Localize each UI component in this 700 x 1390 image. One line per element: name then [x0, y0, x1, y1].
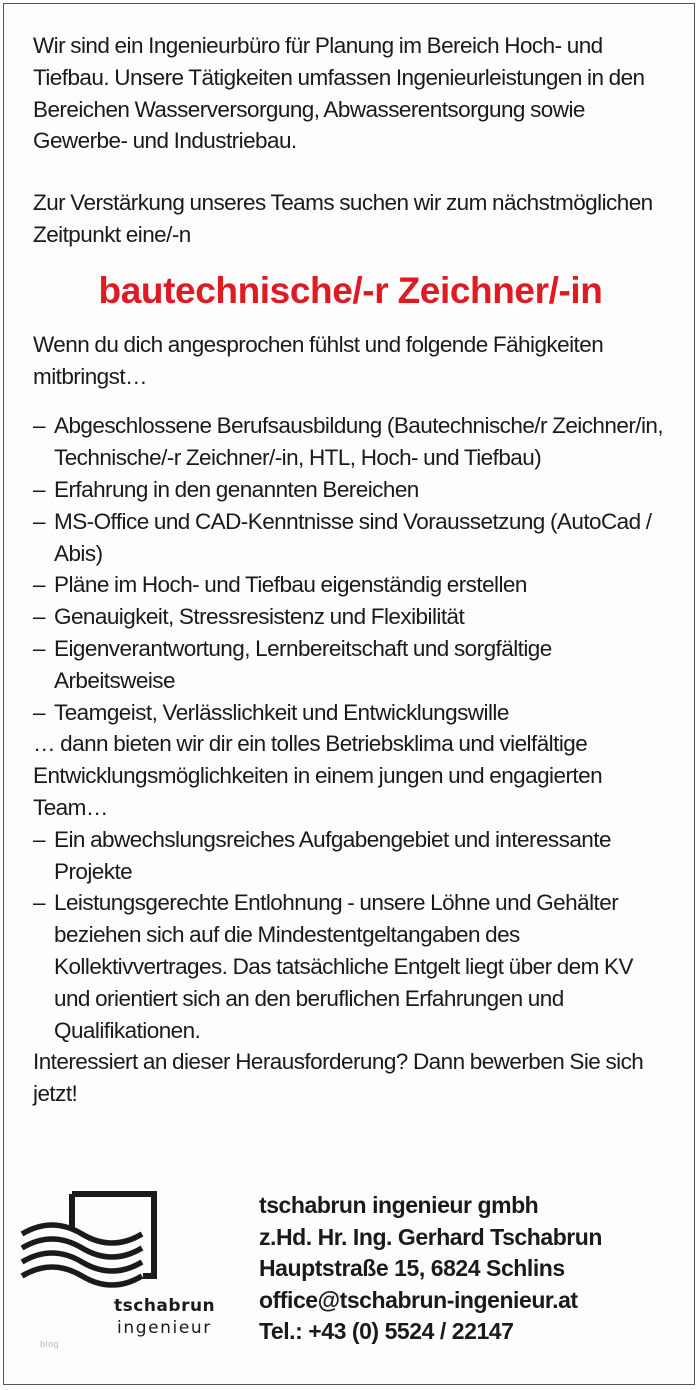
requirement-item: [33, 410, 668, 474]
offer-item: [33, 887, 668, 1046]
requirement-item: [33, 633, 668, 697]
dash-bullet: –: [33, 699, 45, 725]
logo-name: tschabrun: [114, 1296, 216, 1316]
requirements-intro: Wenn du dich angesprochen fühlst und folgende Fähigkeiten mitbringst…: [33, 331, 604, 389]
job-title: bautechnische/-r Zeichner/-in: [98, 269, 603, 311]
contact-email[interactable]: office@tschabrun-ingenieur.at: [259, 1286, 578, 1313]
company-intro: Wir sind ein Ingenieurbüro für Planung im Bereich Hoch- und Tiefbau. Unsere Tätigkeiten umfassen Ingenieurleistungen in den Bereichen Wasserversorgung, Abwasserentsorgung sowie Gewerbe- und Industriebau.: [33, 33, 645, 154]
requirement-text: Teamgeist, Verlässlichkeit und Entwicklungswille: [54, 699, 509, 725]
watermark: blog: [40, 1339, 60, 1349]
requirement-text: Pläne im Hoch- und Tiefbau eigenständig erstellen: [54, 572, 527, 598]
requirement-item: [33, 569, 668, 601]
offer-text: Leistungsgerechte Entlohnung - unsere Löhne und Gehälter beziehen sich auf die Mindestentgeltangaben des Kollektivvertrages. Das tatsächliche Entgelt liegt über dem KV und orientiert sich an den beruflichen Erfahrungen und Qualifikationen.: [54, 890, 633, 1043]
dash-bullet: –: [33, 572, 45, 598]
requirement-text: Genauigkeit, Stressresistenz und Flexibilität: [54, 604, 465, 630]
requirements-list: [33, 410, 668, 728]
company-logo: [20, 1190, 235, 1350]
offer-text: Ein abwechslungsreiches Aufgabengebiet und interessante Projekte: [54, 826, 611, 884]
dash-bullet: –: [33, 476, 45, 502]
dash-bullet: –: [33, 635, 45, 661]
dash-bullet: –: [33, 413, 45, 439]
contact-address: Hauptstraße 15, 6824 Schlins: [259, 1255, 565, 1281]
requirement-item: [33, 474, 668, 506]
dash-bullet: –: [33, 826, 45, 852]
contact-company: tschabrun ingenieur gmbh: [259, 1192, 539, 1218]
lead-text: Zur Verstärkung unseres Teams suchen wir zum nächstmöglichen Zeitpunkt eine/-n: [33, 190, 653, 247]
contact-attention: z.Hd. Hr. Ing. Gerhard Tschabrun: [259, 1223, 602, 1250]
requirement-text: Eigenverantwortung, Lernbereitschaft und sorgfältige Arbeitsweise: [54, 635, 552, 693]
dash-bullet: –: [33, 890, 45, 916]
dash-bullet: –: [33, 508, 45, 534]
contact-block: [259, 1190, 602, 1348]
offers-list: [33, 824, 668, 1047]
offer-item: [33, 824, 668, 888]
requirement-item: [33, 697, 668, 729]
contact-phone[interactable]: Tel.: +43 (0) 5524 / 22147: [259, 1318, 514, 1344]
requirement-text: MS-Office und CAD-Kenntnisse sind Voraussetzung (AutoCad / Abis): [54, 508, 652, 566]
dash-bullet: –: [33, 604, 45, 630]
requirement-text: Abgeschlossene Berufsausbildung (Bautechnische/r Zeichner/in, Technische/-r Zeichner/-in, HTL, Hoch- und Tiefbau): [54, 413, 664, 471]
requirement-item: [33, 601, 668, 633]
requirement-text: Erfahrung in den genannten Bereichen: [54, 476, 419, 502]
logo-mark-icon: [20, 1190, 235, 1300]
call-to-action: Interessiert an dieser Herausforderung? Dann bewerben Sie sich jetzt!: [33, 1049, 644, 1107]
job-ad-content: [33, 30, 668, 1110]
requirement-item: [33, 506, 668, 570]
logo-subtitle: ingenieur: [117, 1318, 212, 1338]
offer-intro: … dann bieten wir dir ein tolles Betriebsklima und vielfältige Entwicklungsmöglichkeiten in einem jungen und engagierten Team…: [33, 731, 603, 820]
